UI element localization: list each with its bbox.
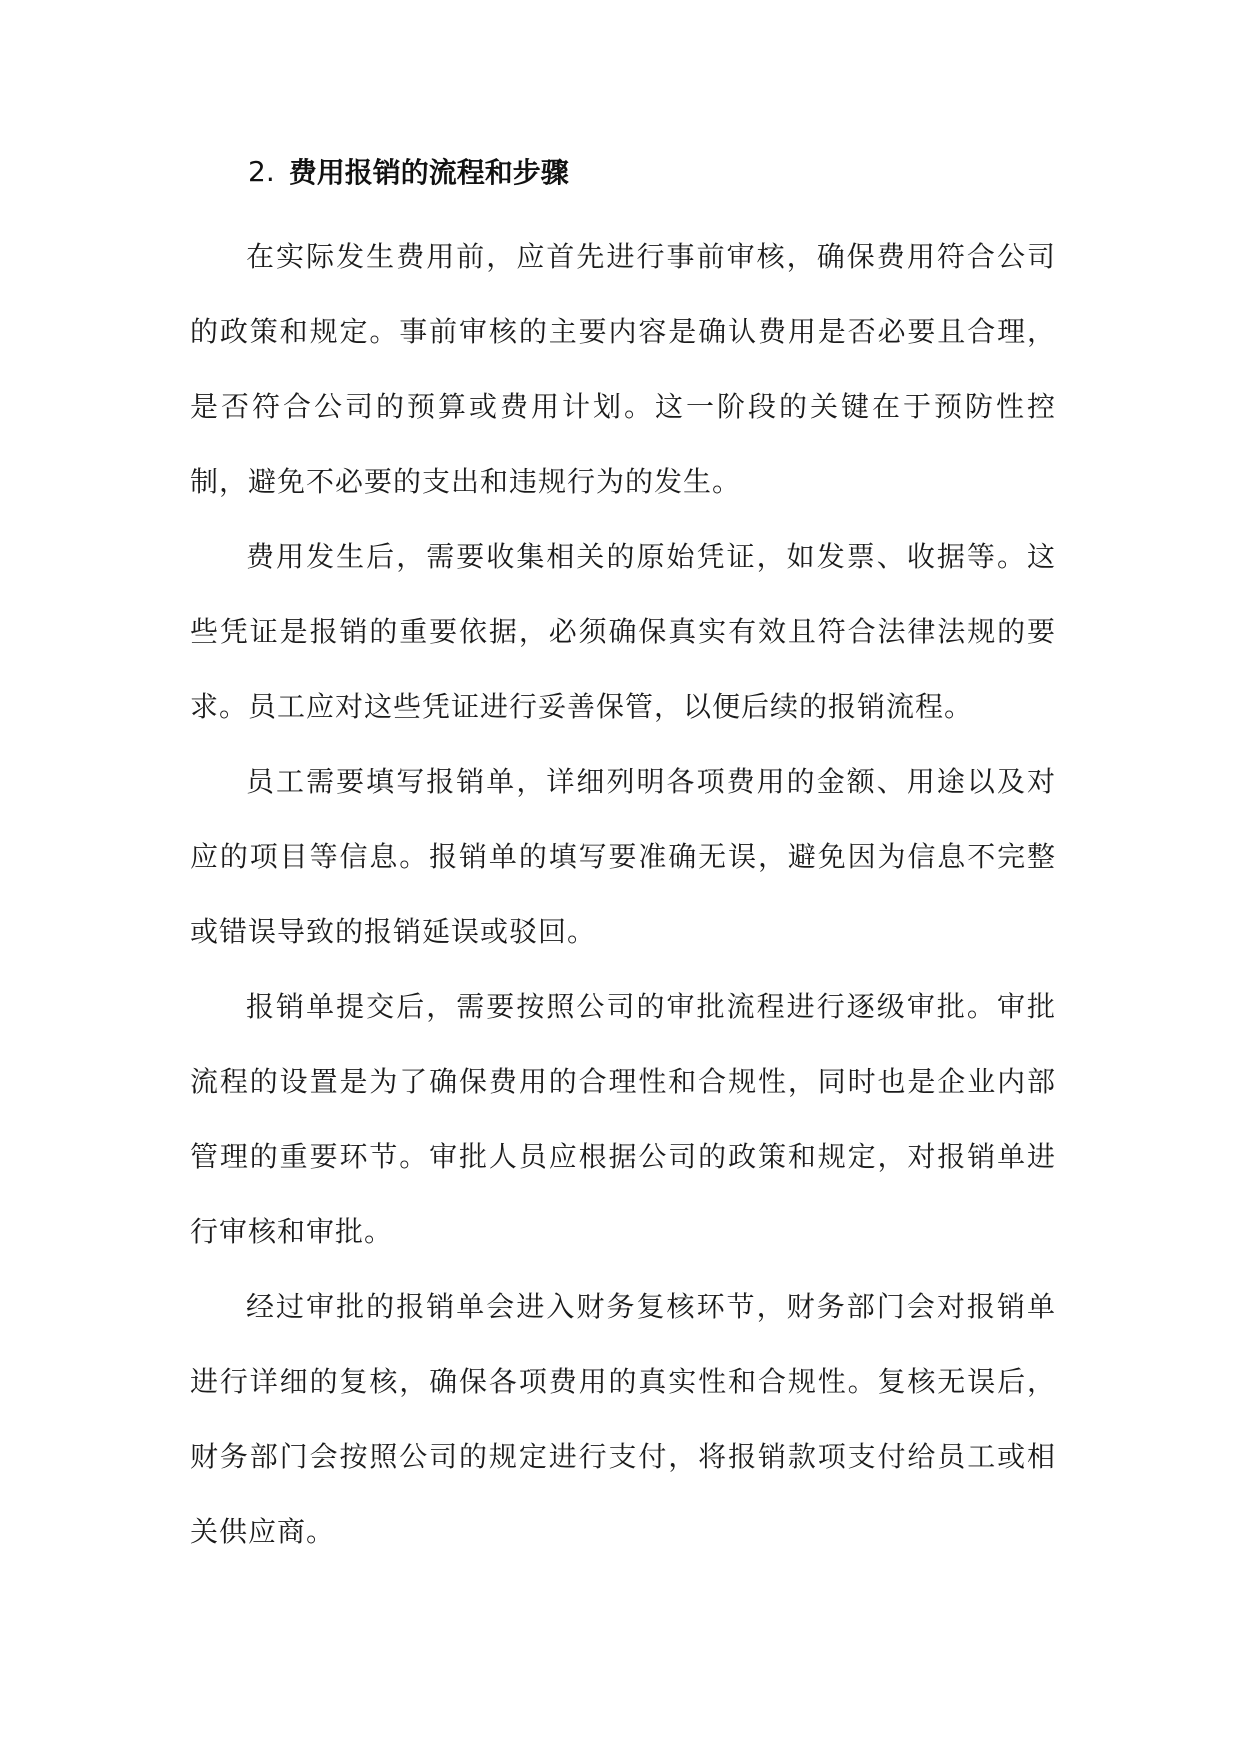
paragraph-approval-process: 报销单提交后，需要按照公司的审批流程进行逐级审批。审批流程的设置是为了确保费用的合理性和合规性，同时也是企业内部管理的重要环节。审批人员应根据公司的政策和规定，对报销单进行审核和审批。 xyxy=(190,990,1056,1248)
document-body xyxy=(190,145,1056,1569)
paragraph-finance-review: 经过审批的报销单会进入财务复核环节，财务部门会对报销单进行详细的复核，确保各项费用的真实性和合规性。复核无误后，财务部门会按照公司的规定进行支付，将报销款项支付给员工或相关供应商。 xyxy=(190,1290,1056,1548)
paragraph-pre-approval: 在实际发生费用前，应首先进行事前审核，确保费用符合公司的政策和规定。事前审核的主要内容是确认费用是否必要且合理，是否符合公司的预算或费用计划。这一阶段的关键在于预防性控制，避免不必要的支出和违规行为的发生。 xyxy=(190,240,1056,498)
section-title: 费用报销的流程和步骤 xyxy=(288,156,569,189)
section-heading xyxy=(248,145,1056,197)
section-number: 2. xyxy=(248,154,275,188)
paragraph-fill-form: 员工需要填写报销单，详细列明各项费用的金额、用途以及对应的项目等信息。报销单的填写要准确无误，避免因为信息不完整或错误导致的报销延误或驳回。 xyxy=(190,765,1056,948)
paragraph-collect-vouchers: 费用发生后，需要收集相关的原始凭证，如发票、收据等。这些凭证是报销的重要依据，必须确保真实有效且符合法律法规的要求。员工应对这些凭证进行妥善保管，以便后续的报销流程。 xyxy=(190,540,1056,723)
